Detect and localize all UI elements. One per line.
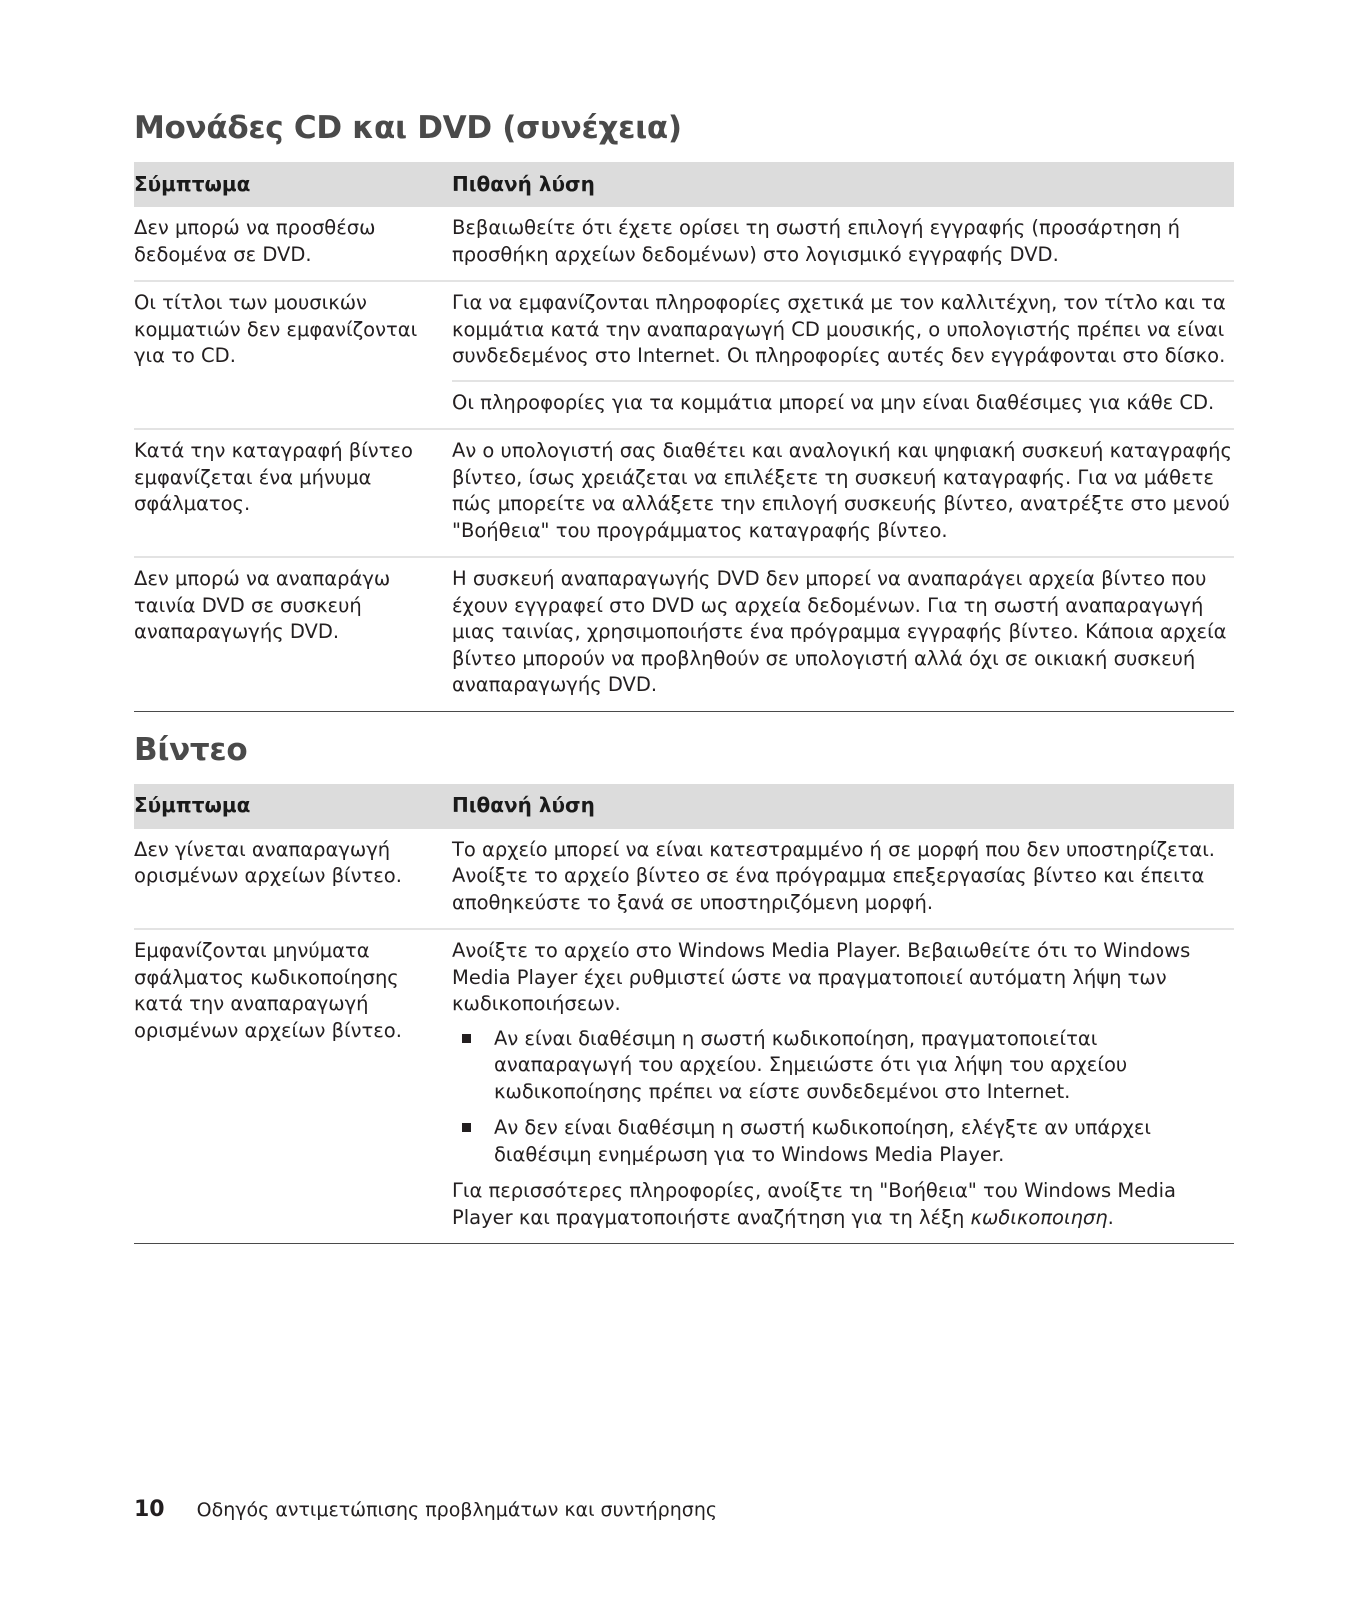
solution-cell: Αν ο υπολογιστή σας διαθέτει και αναλογική και ψηφιακή συσκευή καταγραφής βίντεο, ίσως χρειάζεται να επιλέξετε τη συσκευή καταγραφής. Για να μάθετε πώς μπορείτε να αλλάξετε την επιλογή συσκευής βίντεο, ανατρέξτε στο μενού "Βοήθεια" του προγράμματος καταγραφής βίντεο. bbox=[452, 429, 1234, 557]
table-row bbox=[134, 281, 1234, 429]
bullet-list bbox=[452, 1026, 1234, 1169]
more-info-lead: Για περισσότερες πληροφορίες, ανοίξτε τη "Βοήθεια" του Windows Media Player και πραγματοποιήστε αναζήτηση για τη λέξη bbox=[452, 1179, 1176, 1229]
footer-title: Οδηγός αντιμετώπισης προβλημάτων και συντήρησης bbox=[196, 1499, 718, 1521]
document-page bbox=[134, 108, 1234, 1244]
table-row bbox=[134, 207, 1234, 281]
table-header-row bbox=[134, 162, 1234, 207]
page-number: 10 bbox=[134, 1497, 165, 1522]
table-header-row bbox=[134, 784, 1234, 829]
table-row bbox=[134, 829, 1234, 930]
more-info-keyword: κωδικοποιηση bbox=[970, 1205, 1108, 1229]
symptom-column-header: Σύμπτωμα bbox=[134, 162, 452, 207]
solution-cell: Η συσκευή αναπαραγωγής DVD δεν μπορεί να αναπαράγει αρχεία βίντεο που έχουν εγγραφεί στο DVD ως αρχεία δεδομένων. Για τη σωστή αναπαραγωγή μιας ταινίας, χρησιμοποιήστε ένα πρόγραμμα εγγραφής βίντεο. Κάποια αρχεία βίντεο μπορούν να προβληθούν σε υπολογιστή αλλά όχι σε οικιακή συσκευή αναπαραγωγής DVD. bbox=[452, 557, 1234, 711]
section-title-cd-dvd: Μονάδες CD και DVD (συνέχεια) bbox=[134, 110, 682, 146]
cd-dvd-troubleshooting-table bbox=[134, 162, 1234, 712]
symptom-cell: Δεν μπορώ να προσθέσω δεδομένα σε DVD. bbox=[134, 207, 452, 281]
solution-column-header: Πιθανή λύση bbox=[452, 162, 1234, 207]
solution-cell: Βεβαιωθείτε ότι έχετε ορίσει τη σωστή επιλογή εγγραφής (προσάρτηση ή προσθήκη αρχείων δεδομένων) στο λογισμικό εγγραφής DVD. bbox=[452, 207, 1234, 281]
bullet-text: Αν είναι διαθέσιμη η σωστή κωδικοποίηση, πραγματοποιείται αναπαραγωγή του αρχείου. Σημειώστε ότι για λήψη του αρχείου κωδικοποίησης πρέπει να είστε συνδεδεμένοι στο Internet. bbox=[494, 1026, 1128, 1103]
solution-cell bbox=[452, 929, 1234, 1244]
video-troubleshooting-table bbox=[134, 784, 1234, 1245]
square-bullet-icon bbox=[462, 1123, 471, 1132]
table-row bbox=[134, 557, 1234, 711]
page-footer bbox=[134, 1497, 717, 1522]
square-bullet-icon bbox=[462, 1034, 471, 1043]
solution-column-header: Πιθανή λύση bbox=[452, 784, 1234, 829]
bullet-item bbox=[452, 1115, 1234, 1168]
symptom-cell: Κατά την καταγραφή βίντεο εμφανίζεται ένα μήνυμα σφάλματος. bbox=[134, 429, 452, 557]
symptom-cell: Οι τίτλοι των μουσικών κομματιών δεν εμφανίζονται για το CD. bbox=[134, 281, 452, 429]
solution-cell bbox=[452, 281, 1234, 429]
symptom-cell: Δεν μπορώ να αναπαράγω ταινία DVD σε συσκευή αναπαραγωγής DVD. bbox=[134, 557, 452, 711]
bullet-item bbox=[452, 1026, 1234, 1106]
symptom-cell: Εμφανίζονται μηνύματα σφάλματος κωδικοποίησης κατά την αναπαραγωγή ορισμένων αρχείων βίντεο. bbox=[134, 929, 452, 1244]
symptom-column-header: Σύμπτωμα bbox=[134, 784, 452, 829]
bullet-text: Αν δεν είναι διαθέσιμη η σωστή κωδικοποίηση, ελέγξτε αν υπάρχει διαθέσιμη ενημέρωση για το Windows Media Player. bbox=[494, 1116, 1151, 1166]
solution-cell: Το αρχείο μπορεί να είναι κατεστραμμένο ή σε μορφή που δεν υποστηρίζεται. Ανοίξτε το αρχείο βίντεο σε ένα πρόγραμμα επεξεργασίας βίντεο και έπειτα αποθηκεύστε το ξανά σε υποστηριζόμενη μορφή. bbox=[452, 829, 1234, 930]
solution-text: Για να εμφανίζονται πληροφορίες σχετικά με τον καλλιτέχνη, τον τίτλο και τα κομμάτια κατά την αναπαραγωγή CD μουσικής, ο υπολογιστής πρέπει να είναι συνδεδεμένος στο Internet. Οι πληροφορίες αυτές δεν εγγράφονται στο δίσκο. bbox=[452, 291, 1226, 367]
section-title-video: Βίντεο bbox=[134, 731, 248, 768]
table-row bbox=[134, 429, 1234, 557]
symptom-cell: Δεν γίνεται αναπαραγωγή ορισμένων αρχείων βίντεο. bbox=[134, 829, 452, 930]
more-info-text bbox=[452, 1178, 1234, 1231]
more-info-end: . bbox=[1107, 1205, 1114, 1229]
solution-text: Ανοίξτε το αρχείο στο Windows Media Player. Βεβαιωθείτε ότι το Windows Media Player έχει ρυθμιστεί ώστε να πραγματοποιεί αυτόματη λήψη των κωδικοποιήσεων. bbox=[452, 939, 1191, 1015]
table-row bbox=[134, 929, 1234, 1244]
solution-extra-text: Οι πληροφορίες για τα κομμάτια μπορεί να μην είναι διαθέσιμες για κάθε CD. bbox=[452, 380, 1234, 417]
